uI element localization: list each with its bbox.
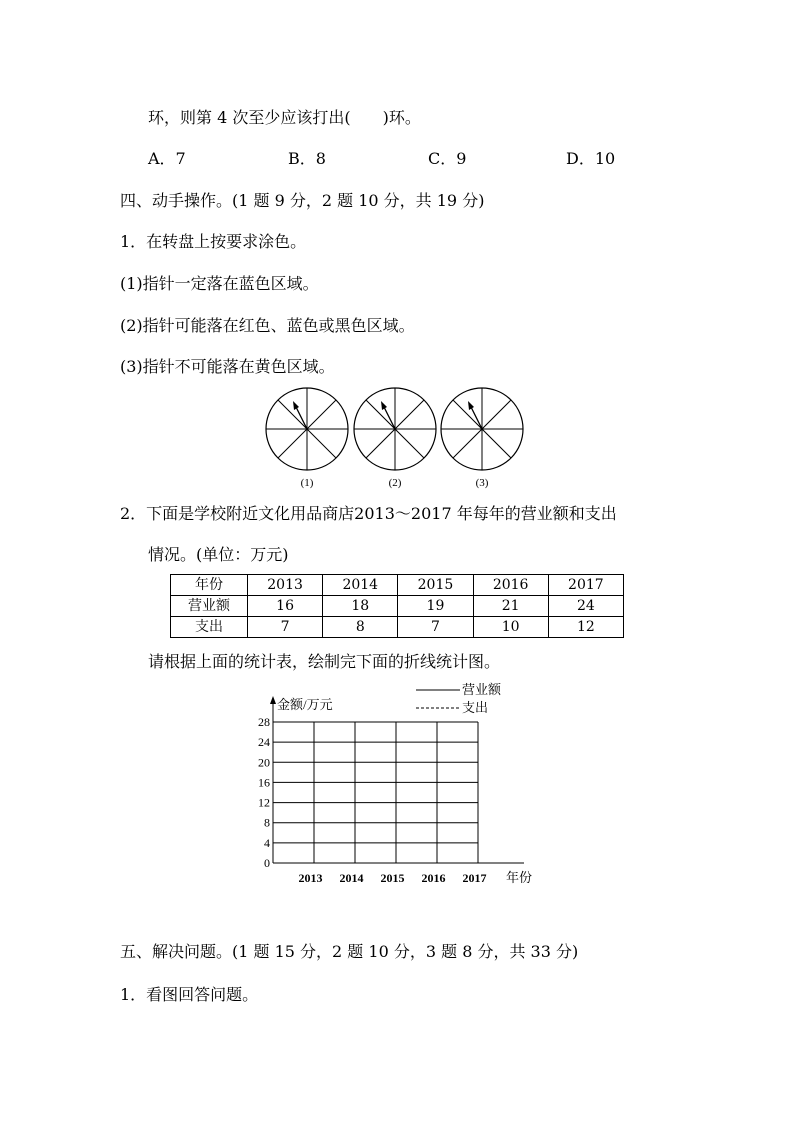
x-tick-label: 2013 <box>298 871 323 885</box>
spinner-3[interactable] <box>441 388 523 489</box>
table-cell: 21 <box>473 596 548 617</box>
table-cell: 16 <box>248 596 323 617</box>
table-cell: 18 <box>323 596 398 617</box>
s4-q2-stem-line2: 情况。(单位：万元) <box>148 545 289 564</box>
chart-axes <box>270 696 524 863</box>
table-cell: 2016 <box>473 575 548 596</box>
table-cell: 19 <box>398 596 473 617</box>
s4-q2-instruction: 请根据上面的统计表，绘制完下面的折线统计图。 <box>148 652 501 671</box>
pointer-tip <box>293 401 299 410</box>
spinner-2[interactable] <box>354 388 436 489</box>
option-d: D．10 <box>566 149 616 168</box>
s4-q1-stem: 1．在转盘上按要求涂色。 <box>120 232 307 251</box>
y-axis-label: 金额/万元 <box>277 697 333 712</box>
question-tail: 环，则第 4 次至少应该打出( )环。 <box>148 108 421 127</box>
s4-q1-item-3: (3)指针不可能落在黄色区域。 <box>120 357 335 376</box>
y-tick-label: 8 <box>264 815 270 830</box>
chart-grid <box>273 722 478 863</box>
table-cell: 2013 <box>248 575 323 596</box>
pointer-tip <box>468 401 474 410</box>
s4-q1-item-1: (1)指针一定落在蓝色区域。 <box>120 274 319 293</box>
pointer <box>384 407 395 429</box>
pointer <box>296 407 307 429</box>
table-cell: 营业额 <box>171 596 248 617</box>
line-chart[interactable] <box>0 678 794 893</box>
x-tick-label: 2016 <box>421 871 446 885</box>
table-cell: 2015 <box>398 575 473 596</box>
y-tick-label: 28 <box>258 715 270 729</box>
stats-table <box>170 574 624 638</box>
table-cell: 24 <box>548 596 623 617</box>
s5-q1-stem: 1．看图回答问题。 <box>120 985 259 1004</box>
table-cell: 2017 <box>548 575 623 596</box>
legend-label-expense: 支出 <box>462 700 489 715</box>
spinner-label: (3) <box>475 477 489 489</box>
x-tick-label: 2015 <box>380 871 405 885</box>
x-tick-label: 2017 <box>462 871 487 885</box>
table-cell: 年份 <box>171 575 248 596</box>
section-5-title: 五、解决问题。(1 题 15 分，2 题 10 分，3 题 8 分，共 33 分) <box>120 942 579 961</box>
x-axis-label: 年份 <box>506 870 533 885</box>
chart-ticks <box>258 715 487 885</box>
table-cell: 支出 <box>171 617 248 638</box>
table-header-row <box>171 575 624 596</box>
option-b: B．8 <box>288 149 326 168</box>
s4-q2-stem-line1: 2．下面是学校附近文化用品商店2013～2017 年每年的营业额和支出 <box>120 504 617 523</box>
spinner-label: (2) <box>388 477 402 489</box>
table-cell: 8 <box>323 617 398 638</box>
option-c: C．9 <box>428 149 467 168</box>
x-tick-label: 2014 <box>339 871 364 885</box>
s4-q1-item-2: (2)指针可能落在红色、蓝色或黑色区域。 <box>120 316 415 335</box>
y-tick-label: 24 <box>258 735 270 750</box>
y-tick-label: 16 <box>258 775 270 790</box>
table-row <box>171 617 624 638</box>
spinners <box>0 385 794 495</box>
y-tick-label: 12 <box>258 795 270 810</box>
y-tick-label: 20 <box>258 755 270 770</box>
option-a: A．7 <box>148 149 186 168</box>
y-axis-arrow <box>270 696 276 704</box>
pointer <box>471 407 482 429</box>
table-cell: 10 <box>473 617 548 638</box>
spinner-label: (1) <box>300 477 314 489</box>
section-4-title: 四、动手操作。(1 题 9 分，2 题 10 分，共 19 分) <box>120 191 485 210</box>
table-row <box>171 596 624 617</box>
table-cell: 7 <box>248 617 323 638</box>
spinner-1[interactable] <box>266 388 348 489</box>
pointer-tip <box>381 401 387 410</box>
chart-legend <box>416 682 502 715</box>
table-cell: 12 <box>548 617 623 638</box>
table-cell: 7 <box>398 617 473 638</box>
y-tick-label: 4 <box>264 835 270 850</box>
y-tick-label: 0 <box>264 856 270 870</box>
legend-label-revenue: 营业额 <box>462 682 502 697</box>
table-cell: 2014 <box>323 575 398 596</box>
